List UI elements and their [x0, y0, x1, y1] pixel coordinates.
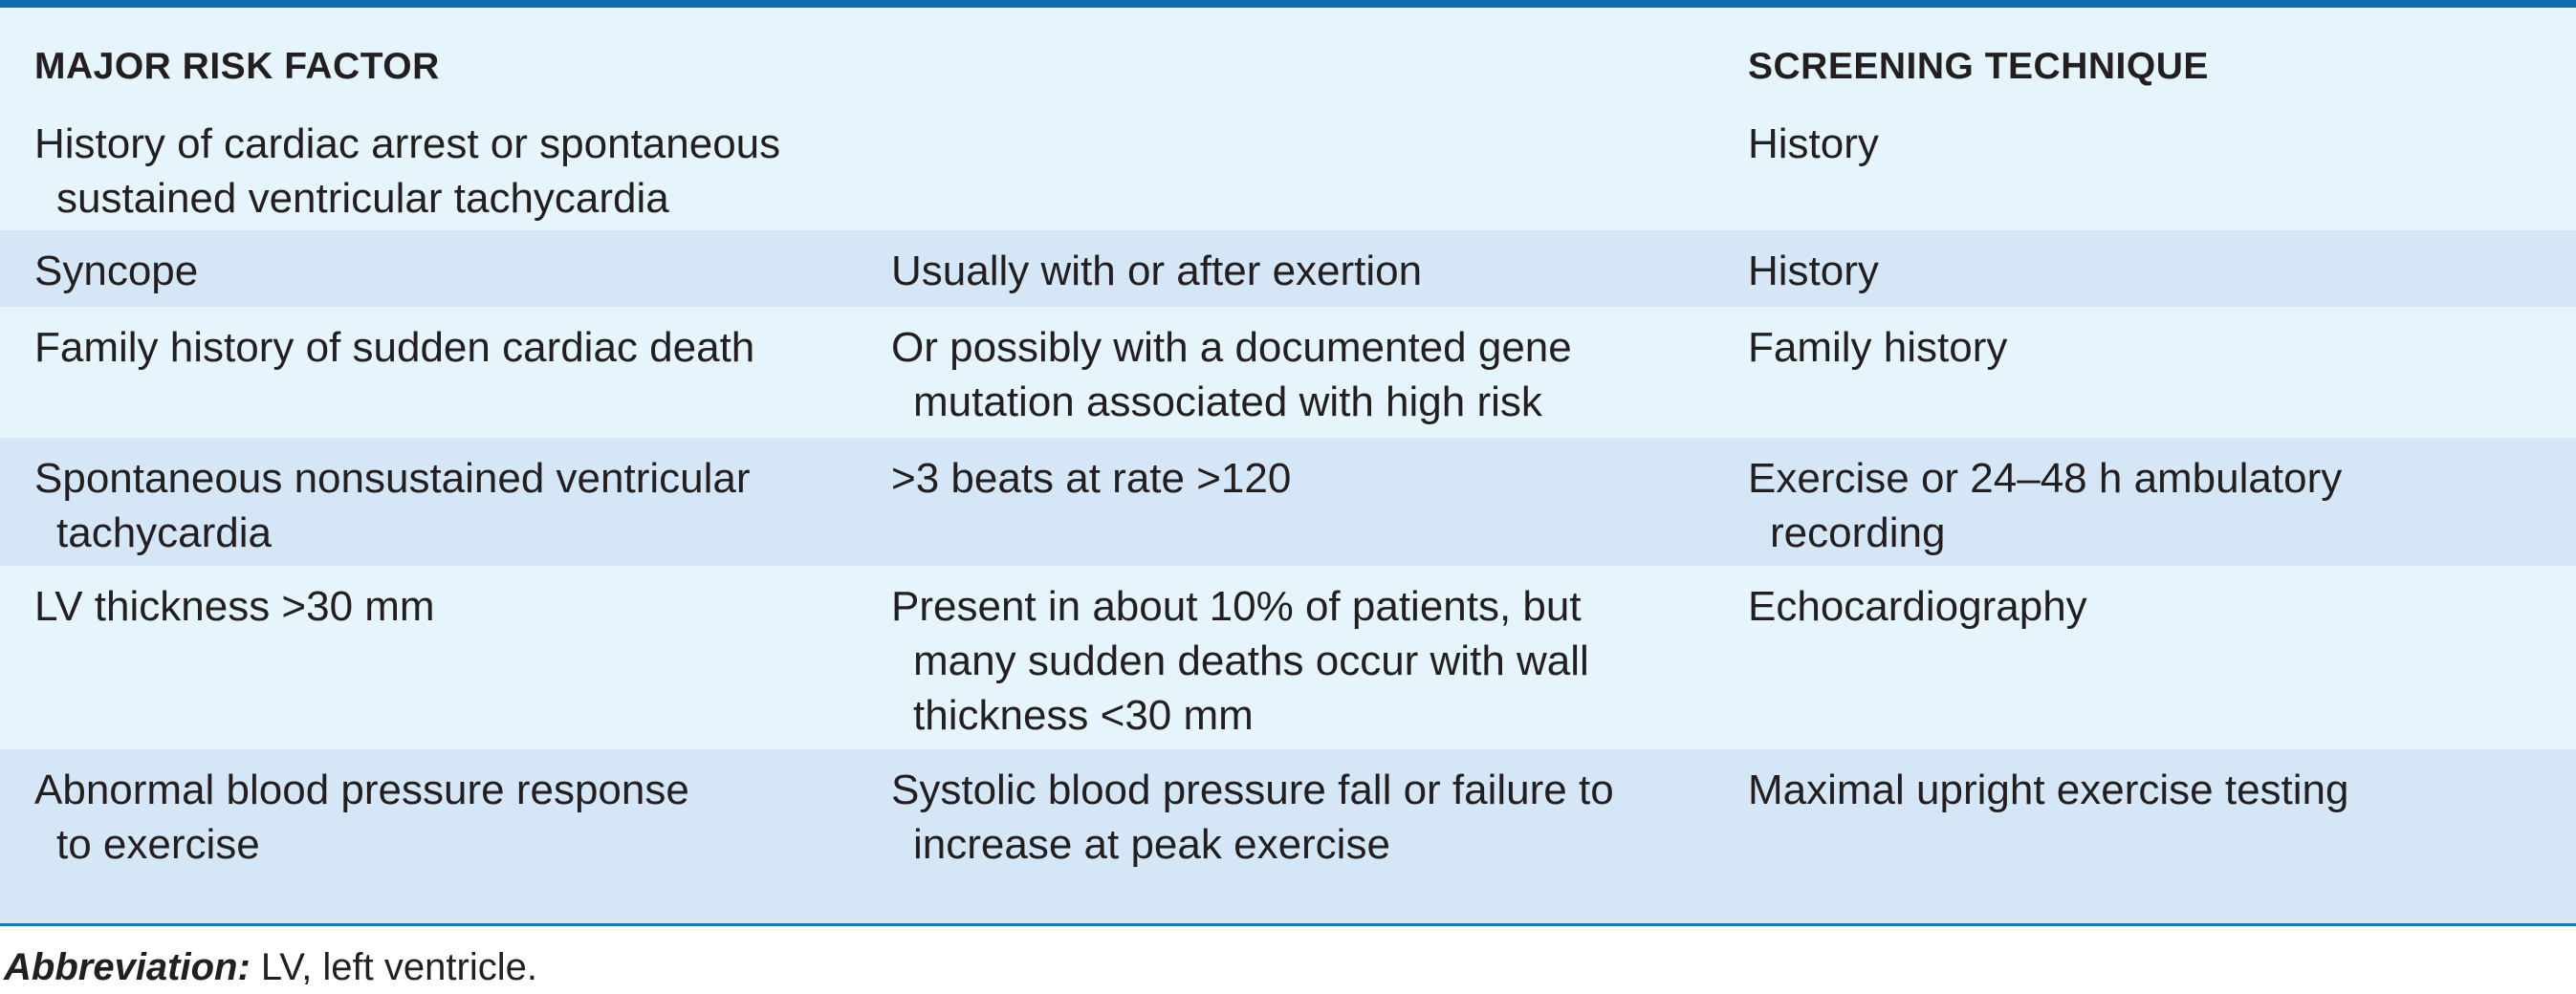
footnote-text: LV, left ventricle. [250, 946, 537, 988]
table-row [0, 230, 2576, 307]
cell-line: Present in about 10% of patients, but [891, 583, 1582, 630]
cell-line: History of cardiac arrest or spontaneous [34, 120, 781, 167]
cell-detail [891, 244, 1422, 298]
cell-line: History [1748, 248, 1879, 294]
table-row [0, 566, 2576, 749]
cell-line: to exercise [56, 821, 260, 868]
cell-line: >3 beats at rate >120 [891, 455, 1292, 502]
cell-line: many sudden deaths occur with wall [913, 637, 1589, 684]
cell-line: Family history of sudden cardiac death [34, 324, 755, 371]
cell-line: sustained ventricular tachycardia [56, 175, 669, 222]
cell-line: tachycardia [56, 509, 273, 556]
cell-line: recording [1770, 509, 1946, 556]
cell-line: History [1748, 120, 1879, 167]
cell-line: Maximal upright exercise testing [1748, 767, 2349, 813]
cell-risk-factor [34, 320, 754, 375]
cell-line: Systolic blood pressure fall or failure to [891, 767, 1614, 813]
cell-detail [891, 579, 1589, 743]
cell-risk-factor [34, 579, 435, 634]
table-header [0, 15, 2576, 111]
cell-line: Or possibly with a documented gene [891, 324, 1572, 371]
cell-line: increase at peak exercise [913, 821, 1390, 868]
table-row [0, 749, 2576, 923]
cell-line: LV thickness >30 mm [34, 583, 435, 630]
cell-risk-factor [34, 117, 780, 226]
cell-detail [891, 451, 1291, 506]
cell-screening-technique [1748, 320, 2007, 375]
header-screening-technique: SCREENING TECHNIQUE [1748, 46, 2209, 87]
cell-risk-factor [34, 244, 198, 298]
cell-screening-technique [1748, 763, 2348, 817]
cell-line: thickness <30 mm [913, 692, 1254, 739]
cell-detail [891, 320, 1572, 429]
cell-detail [891, 763, 1614, 872]
table-row [0, 103, 2576, 230]
cell-line: Family history [1748, 324, 2008, 371]
cell-risk-factor [34, 451, 751, 560]
cell-screening-technique [1748, 579, 2087, 634]
footnote-label: Abbreviation: [4, 946, 251, 988]
cell-line: Exercise or 24–48 h ambulatory [1748, 455, 2343, 502]
table-row [0, 438, 2576, 566]
cell-line: Usually with or after exertion [891, 248, 1423, 294]
cell-line: Spontaneous nonsustained ventricular [34, 455, 751, 502]
cell-line: Syncope [34, 248, 199, 294]
cell-screening-technique [1748, 244, 1879, 298]
header-risk-factor: MAJOR RISK FACTOR [34, 46, 440, 87]
cell-screening-technique [1748, 451, 2342, 560]
cell-line: Echocardiography [1748, 583, 2087, 630]
cell-line: Abnormal blood pressure response [34, 767, 689, 813]
table-footnote [4, 946, 537, 989]
cell-risk-factor [34, 763, 689, 872]
table-bottom-rule [0, 923, 2576, 926]
cell-screening-technique [1748, 117, 1879, 171]
table-row [0, 307, 2576, 438]
cell-line: mutation associated with high risk [913, 378, 1542, 425]
